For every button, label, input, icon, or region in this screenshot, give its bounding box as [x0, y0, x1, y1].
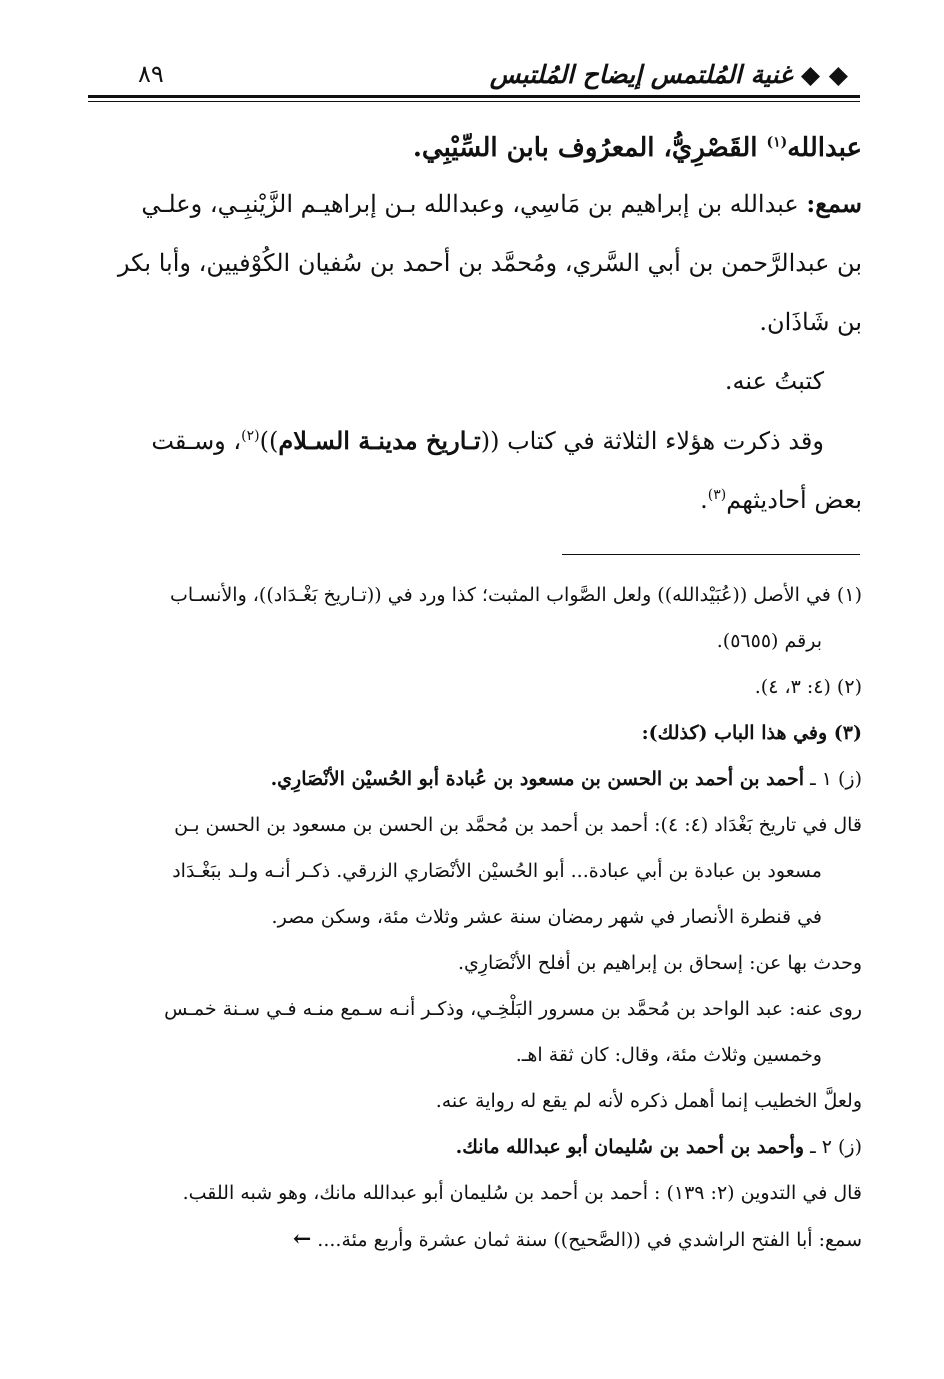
page-number: ٨٩: [138, 60, 164, 88]
heard-line-1: عبدالله بن إبراهيم بن مَاسِي، وعبدالله بـن إبراهيـم الزَّيْنبِـي، وعلـي: [141, 190, 807, 218]
header-rule-thin: [88, 101, 860, 102]
heard-label: سمع:: [806, 189, 862, 218]
addition-1-title: [82, 756, 862, 802]
main-text: [82, 122, 862, 530]
footnote-ref-1[interactable]: (١): [766, 134, 788, 151]
running-title: ◆ ◆ غنية المُلتمس إيضاح المُلتبس: [489, 60, 848, 89]
addition-2-line-1: قال في التدوين (٢: ١٣٩) : أحمد بن أحمد بن سُليمان أبو عبدالله مانك، وهو شبه اللقب.: [182, 1182, 862, 1204]
addition-2-line-2-text: سمع: أبا الفتح الراشدي في ((الصَّحيح)) سنة ثمان عشرة وأربع مئة....: [311, 1229, 862, 1251]
footnote-1-line-2: برقم (٥٦٥٥).: [716, 630, 822, 652]
addition-1-line-4: وحدث بها عن: إسحاق بن إبراهيم بن أفلح الأنْصَارِي.: [457, 952, 862, 974]
addition-1-line-6: وخمسين وثلاث مئة، وقال: كان ثقة اهـ.: [515, 1044, 822, 1066]
book-title: تـاريخ مدينـة السـلام: [278, 426, 481, 455]
mentioned-text-b: )): [259, 427, 279, 455]
header-rule-thick: [88, 95, 860, 98]
footnote-1-line-1: (١) في الأصل ((عُبَيْدالله)) ولعل الصَّواب المثبت؛ كذا ورد في ((تـاريخ بَغْـدَاد))، والأنسـاب: [169, 584, 862, 606]
entry-name: عبدالله: [787, 133, 862, 163]
addition-1-prefix: (ز) ١ ـ: [804, 768, 862, 790]
footnote-ref-3[interactable]: (٣): [707, 487, 727, 503]
mentioned-text-c: ، وسـقت: [151, 427, 242, 455]
addition-2-name: وأحمد بن أحمد بن سُليمان أبو عبدالله مانك.: [455, 1136, 805, 1158]
entry-name-rest: القَصْرِيُّ، المعرُوف بابن السِّيْبِي.: [412, 133, 767, 163]
footnote-2: (٢) (٤: ٣، ٤).: [754, 676, 862, 698]
mentioned-paragraph: [82, 411, 862, 530]
footnote-3-heading: (٣) وفي هذا الباب (كذلك):: [641, 722, 862, 744]
addition-1-line-1: قال في تاريخ بَغْدَاد (٤: ٤): أحمد بن أحمد بن مُحمَّد بن الحسن بن مسعود بن الحسن بـن: [174, 814, 862, 836]
footnotes: [82, 572, 862, 1263]
heard-line-2: بن عبدالرَّحمن بن أبي السَّري، ومُحمَّد بن أحمد بن سُفيان الكُوْفيين، وأبا بكر: [117, 249, 862, 277]
entry-title: [82, 122, 862, 174]
footnote-separator: [562, 554, 860, 555]
addition-1-line-3: في قنطرة الأنصار في شهر رمضان سنة عشر وثلاث مئة، وسكن مصر.: [271, 906, 822, 928]
mentioned-end: .: [700, 486, 708, 514]
mentioned-line-2: بعض أحاديثهم: [726, 486, 862, 514]
heard-paragraph: [82, 174, 862, 352]
heard-line-3: بن شَاذَان.: [759, 308, 862, 336]
addition-1-line-2: مسعود بن عبادة بن أبي عبادة... أبو الحُسيْن الأنْصَاري الزرقي. ذكـر أنـه ولـد ببَغْـدَاد: [172, 860, 822, 882]
wrote-paragraph: [82, 352, 862, 411]
continue-arrow-icon: ←: [292, 1226, 312, 1252]
addition-1-line-7: ولعلَّ الخطيب إنما أهمل ذكره لأنه لم يقع له رواية عنه.: [435, 1090, 862, 1112]
addition-2-title: [82, 1124, 862, 1170]
addition-2-line-2: [82, 1216, 862, 1263]
addition-1-name: أحمد بن أحمد بن الحسن بن مسعود بن عُبادة أبو الحُسيْن الأنْصَارِي.: [270, 768, 805, 790]
wrote-text: كتبتُ عنه.: [724, 367, 824, 395]
mentioned-text-a: وقد ذكرت هؤلاء الثلاثة في كتاب ((: [480, 427, 824, 455]
footnote-ref-2[interactable]: (٢): [241, 428, 260, 444]
addition-2-prefix: (ز) ٢ ـ: [804, 1136, 862, 1158]
page-header: [88, 52, 848, 92]
addition-1-line-5: روى عنه: عبد الواحد بن مُحمَّد بن مسرور البَلْخِـي، وذكـر أنـه سـمع منـه فـي سـنة خمـس: [164, 998, 862, 1020]
